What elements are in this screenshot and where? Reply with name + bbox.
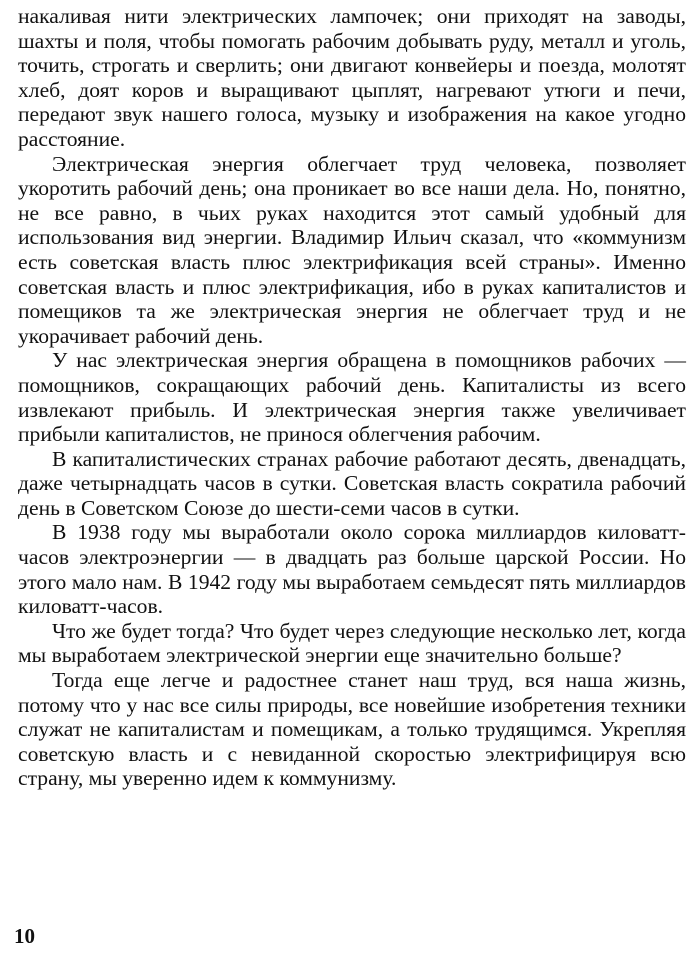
- page-number: 10: [14, 924, 35, 948]
- paragraph-2: Электрическая энергия облегчает труд человека, позволяет укоротить рабочий день; она проникает во все наши дела. Но, понятно, не все равно, в чьих руках находится этот самый удобный для использования вид энергии. Владимир Ильич сказал, что «коммунизм есть советская власть плюс электрификация всей страны». Именно советская власть и плюс электрификация, ибо в руках капиталистов и помещиков та же электрическая энергия не облегчает труд и не укорачивает рабочий день.: [18, 151, 686, 348]
- paragraph-1: накаливая нити электрических лампочек; они приходят на заводы, шахты и поля, чтобы помогать рабочим добывать руду, металл и уголь, точить, строгать и сверлить; они двигают конвейеры и поезда, молотят хлеб, доят коров и выращивают цыплят, нагревают утюги и печи, передают звук нашего голоса, музыку и изображения на какое угодно расстояние.: [18, 4, 686, 151]
- paragraph-6: Что же будет тогда? Что будет через следующие несколько лет, когда мы выработаем электрической энергии еще значительно больше?: [18, 618, 686, 668]
- page-text: [18, 4, 686, 791]
- paragraph-5: В 1938 году мы выработали около сорока миллиардов киловатт-часов электроэнергии — в двадцать раз больше царской России. Но этого мало нам. В 1942 году мы выработаем семьдесят пять миллиардов киловатт-часов.: [18, 520, 686, 619]
- paragraph-4: В капиталистических странах рабочие работают десять, двенадцать, даже четырнадцать часов в сутки. Советская власть сократила рабочий день в Советском Союзе до шести-семи часов в сутки.: [18, 446, 686, 520]
- paragraph-7: Тогда еще легче и радостнее станет наш труд, вся наша жизнь, потому что у нас все силы природы, все новейшие изобретения техники служат не капиталистам и помещикам, а только трудящимся. Укрепляя советскую власть и с невиданной скоростью электрифицируя всю страну, мы уверенно идем к коммунизму.: [18, 668, 686, 791]
- paragraph-3: У нас электрическая энергия обращена в помощников рабочих — помощников, сокращающих рабочий день. Капиталисты из всего извлекают прибыль. И электрическая энергия также увеличивает прибыли капиталистов, не принося облегчения рабочим.: [18, 348, 686, 447]
